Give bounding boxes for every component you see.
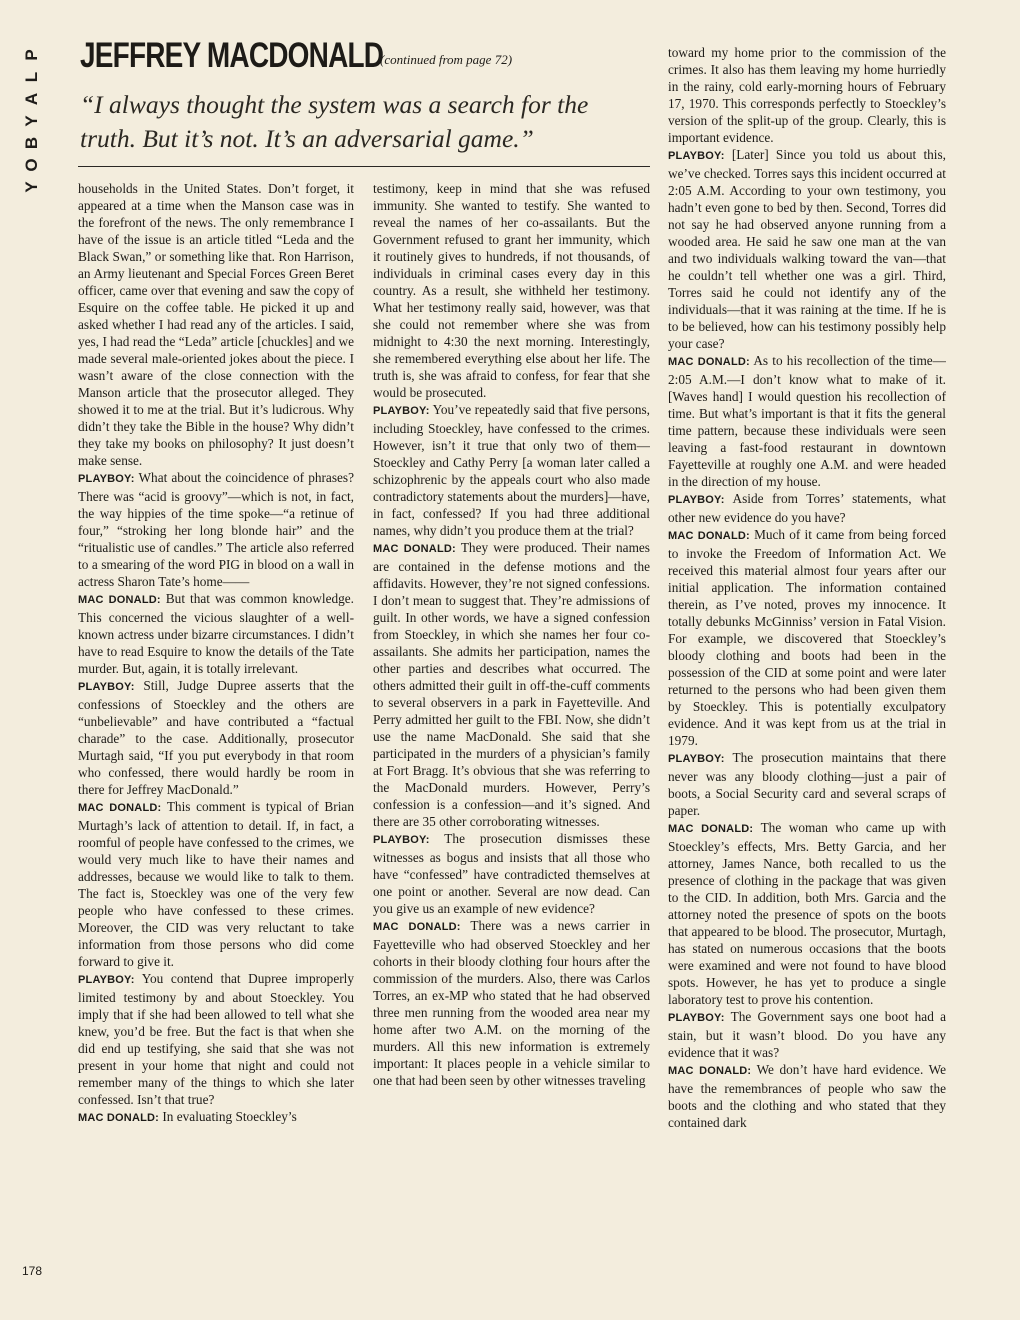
article-paragraph — [78, 798, 354, 970]
brand-letter: O — [22, 158, 41, 172]
article-paragraph — [373, 917, 650, 1089]
paragraph-text: In evaluating Stoeckley’s — [162, 1109, 297, 1124]
article-paragraph — [668, 490, 946, 526]
paragraph-text: But that was common knowledge. This concerned the vicious slaughter of a well-known actress under bizarre circumstances. I didn’t have to read Esquire to know the details of the Tate murder. But, again, it is totally irrelevant. — [78, 591, 354, 676]
speaker-label: MAC DONALD: — [373, 543, 456, 555]
page-number: 178 — [22, 1264, 43, 1278]
article-paragraph — [668, 1061, 946, 1131]
continued-note: (continued from page 72) — [380, 52, 513, 67]
paragraph-text: The prosecution maintains that there never was any bloody clothing—just a pair of boots, a Social Security card and several scraps of paper. — [668, 750, 946, 818]
paragraph-text: We don’t have hard evidence. We have the remembrances of people who saw the boots and the clothing and who stated that they contained dark — [668, 1062, 946, 1130]
article-paragraph — [668, 526, 946, 749]
paragraph-text: households in the United States. Don’t forget, it appeared at a time when the Manson case was in the forefront of the news. The only remembrance I have of the issue is an article titled “Leda and the Black Swan,” or something like that. Ron Harrison, an Army lieutenant and Special Forces Green Beret officer, came over that evening and saw the copy of Esquire on the coffee table. He picked it up and asked whether I had read any of the articles. I said, yes, I had read the “Leda” article [chuckles] and we made several male-oriented jokes about the piece. I wasn’t aware of the close connection with the Manson article that the prosecutor alleged. They showed it to me at the trial. But it’s ludicrous. Why didn’t they take the Bible in the house? Why didn’t they take my books on philosophy? It just doesn’t make sense. — [78, 181, 354, 468]
article-paragraph — [78, 180, 354, 469]
article-paragraph — [373, 180, 650, 401]
article-paragraph — [78, 590, 354, 677]
article-paragraph — [78, 970, 354, 1108]
speaker-label: MAC DONALD: — [78, 802, 162, 814]
article-paragraph — [78, 469, 354, 590]
paragraph-text: They were produced. Their names are contained in the defense motions and the affidavits. However, they’re not signed confessions. I don’t mean to suggest that. They’re admissions of guilt. In other words, we have a signed confession from Stoeckley, in which she names her four co-assailants. She admits her participation, names the other parties and describes what occurred. The others admitted their guilt in off-the-cuff comments to several observers in a park in Fayetteville. And Perry admitted her guilt to the FBI. Now, she didn’t use the name MacDonald. She said that she participated in the murders of a physician’s family at Fort Bragg. It’s obvious that she was referring to the MacDonald murders. However, Perry’s confession is a confession—and it’s signed. And there are 35 other corroborating witnesses. — [373, 540, 650, 829]
article-paragraph — [668, 749, 946, 819]
text-column-1 — [78, 180, 354, 1278]
text-column-2 — [373, 180, 650, 1278]
speaker-label: PLAYBOY: — [373, 405, 430, 417]
brand-letter: B — [22, 136, 41, 150]
paragraph-text: testimony, keep in mind that she was refused immunity. She wanted to testify. She wanted to reveal the names of her co-assailants. But the Government refused to grant her immunity, which it routinely gives to hundreds, if not thousands, of individuals in criminal cases every day in this country. As a result, she withheld her testimony. What her testimony really said, however, was that she could not remember where she was from midnight to 4:30 the next morning. Interestingly, she remembered everything else about her life. The truth is, she was afraid to confess, for fear that she would be prosecuted. — [373, 181, 650, 400]
speaker-label: MAC DONALD: — [668, 356, 750, 368]
paragraph-text: The woman who came up with Stoeckley’s effects, Mrs. Betty Garcia, and her attorney, James Nance, both recalled to us the presence of clothing in the package that was given to the CID. In addition, both Mrs. Garcia and the attorney noted the presence of spots on the boots that appeared to be blood. The prosecutor, Murtagh, has stated on numerous occasions that the boots were examined and were not found to have blood spots. However, he has yet to produce a single laboratory test to prove his contention. — [668, 820, 946, 1007]
paragraph-text: This comment is typical of Brian Murtagh’s lack of attention to detail. If, in fact, a roomful of people have confessed to the crimes, we would very much like to have their names and addresses, because we would like to talk to them. The fact is, Stoeckley was one of the very few people who have confessed to these crimes. Moreover, the CID was very reluctant to take information from those persons who did come forward to give it. — [78, 799, 354, 969]
brand-letter: Y — [22, 115, 41, 127]
magazine-brand-vertical — [22, 44, 42, 198]
speaker-label: PLAYBOY: — [373, 834, 430, 846]
article-paragraph — [373, 539, 650, 830]
speaker-label: PLAYBOY: — [78, 974, 135, 986]
speaker-label: PLAYBOY: — [668, 494, 725, 506]
pull-quote: “I always thought the system was a search for the truth. But it’s not. It’s an adversarial game.” — [80, 90, 589, 153]
paragraph-text: As to his recollection of the time—2:05 A.M.—I don’t know what to make of it. [Waves hand] I would question his recollection of time. But what’s important is that it fits the general time pattern, because these individuals were seen leaving a fast-food restaurant in downtown Fayetteville at roughly one A.M. and were headed in the direction of my house. — [668, 353, 946, 489]
paragraph-text: [Later] Since you told us about this, we’ve checked. Torres says this incident occurred at 2:05 A.M. According to your own testimony, you hadn’t even gone to bed by then. Second, Torres did not say he had observed anyone running from a wooded area. He said he saw one man at the van and two individuals walking toward the van—that he couldn’t tell whether one was a girl. Third, Torres said he could not identify any of the individuals—that it was raining at the time. If he is to be believed, how can his testimony possibly help your case? — [668, 147, 946, 351]
paragraph-text: toward my home prior to the commission of the crimes. It also has them leaving my home hurriedly in the rainy, cold early-morning hours of February 17, 1970. This corresponds perfectly to Stoeckley’s version of the split-up of the group. Clearly, this is important evidence. — [668, 45, 946, 145]
brand-letter: L — [22, 71, 41, 83]
article-paragraph — [668, 146, 946, 352]
article-paragraph — [668, 1008, 946, 1061]
speaker-label: PLAYBOY: — [78, 681, 135, 693]
paragraph-text: Much of it came from being forced to invoke the Freedom of Information Act. We received this material almost four years after our initial application. The information contained therein, as I’ve noted, proves my innocence. It totally debunks McGinniss’ version in Fatal Vision. For example, we discovered that Stoeckley’s bloody clothing and boots had been in the possession of the CID at some point and were later returned to the persons who had been given them by Stoeckley. This is potentially exculpatory evidence. And it was kept from us at the trial in 1979. — [668, 527, 946, 748]
speaker-label: PLAYBOY: — [668, 1012, 725, 1024]
speaker-label: MAC DONALD: — [78, 1112, 160, 1124]
article-paragraph — [373, 401, 650, 539]
speaker-label: PLAYBOY: — [78, 473, 135, 485]
paragraph-text: What about the coincidence of phrases? There was “acid is groovy”—which is not, in fact, the way hippies of the time spoke—“a retinue of four,” “stroking her long blonde hair” and the “ritualistic use of candles.” The article also referred to a smearing of the word PIG in blood on a wall in actress Sharon Tate’s home—— — [78, 470, 354, 589]
paragraph-text: There was a news carrier in Fayetteville who had observed Stoeckley and her cohorts in their bloody clothing four hours after the commission of the murders. Also, there was Carlos Torres, an ex-MP who stated that he had observed three men running from the wooded area near my home after two A.M. on the morning of the murders. All this new information is extremely important: It places people in a vehicle similar to one that had been seen by other witnesses traveling — [373, 918, 650, 1088]
paragraph-text: The prosecution dismisses these witnesses as bogus and insists that all those who have “confessed” have contradicted themselves at one point or another. Several are now dead. Can you give us an example of new evidence? — [373, 831, 650, 916]
speaker-label: PLAYBOY: — [668, 753, 725, 765]
header-divider — [78, 166, 650, 167]
brand-letter: A — [22, 92, 41, 106]
article-title: JEFFREY MACDONALD — [80, 36, 384, 75]
speaker-label: MAC DONALD: — [668, 530, 750, 542]
article-paragraph — [373, 830, 650, 917]
article-paragraph — [668, 44, 946, 146]
article-paragraph — [668, 352, 946, 490]
brand-letter: Y — [22, 181, 41, 193]
speaker-label: PLAYBOY: — [668, 150, 725, 162]
speaker-label: MAC DONALD: — [373, 921, 461, 933]
paragraph-text: You contend that Dupree improperly limited testimony by and about Stoeckley. You imply that if she had been allowed to tell what she knew, you’d be free. But the fact is that when she did end up testifying, she said that she was not present in your home that night and could not remember many of the things to which she later confessed. Isn’t that true? — [78, 971, 354, 1107]
paragraph-text: Aside from Torres’ statements, what other new evidence do you have? — [668, 491, 946, 525]
paragraph-text: The Government says one boot had a stain, but it wasn’t blood. Do you have any evidence that it was? — [668, 1009, 946, 1060]
article-paragraph — [78, 677, 354, 798]
paragraph-text: You’ve repeatedly said that five persons, including Stoeckley, have confessed to the crimes. However, isn’t it true that only two of them—Stoeckley and Cathy Perry [a woman later called a schizophrenic by the appeals court who also made contradictory statements about the murders]—have, in fact, confessed? If you had three additional names, why didn’t you produce them at the trial? — [373, 402, 650, 538]
article-paragraph — [668, 819, 946, 1008]
paragraph-text: Still, Judge Dupree asserts that the confessions of Stoeckley and the others are “unbelievable” and have contributed a “factual charade” to the case. Additionally, prosecutor Murtagh said, “If you put everybody in that room who confessed, there would hardly be room in there for Jeffrey MacDonald.” — [78, 678, 354, 797]
article-header — [80, 36, 650, 76]
speaker-label: MAC DONALD: — [78, 594, 161, 606]
speaker-label: MAC DONALD: — [668, 823, 754, 835]
speaker-label: MAC DONALD: — [668, 1065, 752, 1077]
brand-letter: P — [22, 49, 41, 61]
text-column-3 — [668, 44, 946, 1278]
article-paragraph — [78, 1108, 354, 1127]
